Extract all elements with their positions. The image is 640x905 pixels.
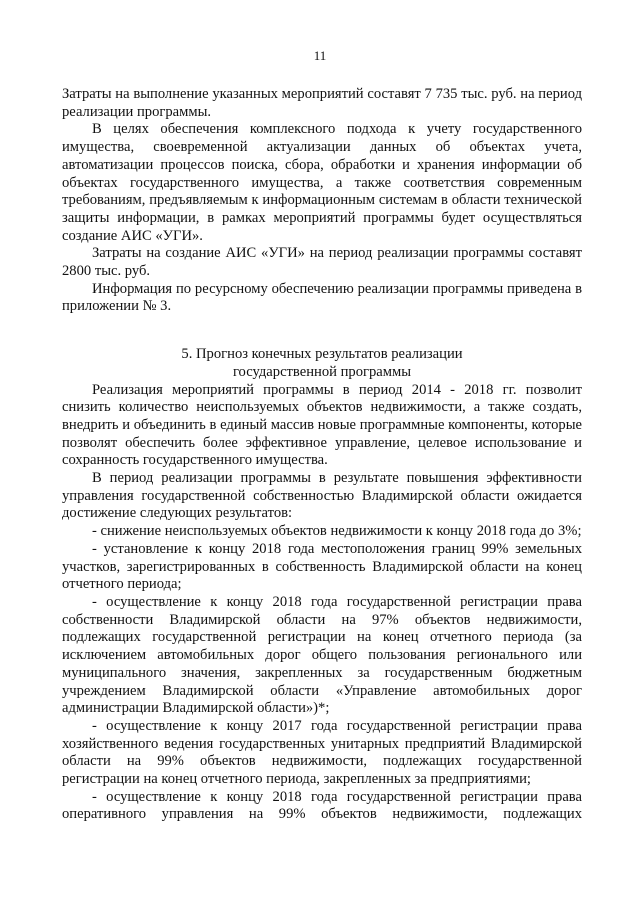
paragraph-implementation: Реализация мероприятий программы в период 2014 - 2018 гг. позволит снизить количество неиспользуемых объектов недвижимости, а также создать, внедрить и объединить в единый массив новые программные компоненты, которые позволят обеспечить более эффективное управление, целевое использование и сохранность государственного имущества. bbox=[62, 381, 582, 469]
paragraph-costs-measures: Затраты на выполнение указанных мероприятий составят 7 735 тыс. руб. на период реализации программы. bbox=[62, 86, 582, 120]
document-body bbox=[62, 86, 582, 824]
result-item-economic-management: - осуществление к концу 2017 года государственной регистрации права хозяйственного ведения государственных унитарных предприятий Владимирской области на 99% объектов недвижимости, подлежащих государственной регистрации на конец отчетного периода, закрепленных за предприятиями; bbox=[62, 717, 582, 788]
result-item-operational-management: - осуществление к концу 2018 года государственной регистрации права оперативного управления на 99% объектов недвижимости, подлежащих bbox=[62, 788, 582, 823]
section-heading-line-2: государственной программы bbox=[232, 363, 412, 380]
paragraph-expected-results: В период реализации программы в результате повышения эффективности управления государственной собственностью Владимирской области ожидается достижение следующих результатов: bbox=[62, 470, 582, 522]
paragraph-resource-info: Информация по ресурсному обеспечению реализации программы приведена в приложении № 3. bbox=[62, 280, 582, 315]
paragraph-ais-ugi-costs: Затраты на создание АИС «УГИ» на период реализации программы составят 2800 тыс. руб. bbox=[62, 245, 582, 280]
paragraph-ais-ugi-goals: В целях обеспечения комплексного подхода к учету государственного имущества, своевременной актуализации данных об объектах учета, автоматизации процессов поиска, сбора, обработки и хранения информации об объектах государственного имущества, а также соответствия современным требованиям, предъявляемым к информационным системам в области технической защиты информации, в рамках мероприятий программы будет осуществляться создание АИС «УГИ». bbox=[62, 121, 582, 244]
result-item-unused-objects: - снижение неиспользуемых объектов недвижимости к концу 2018 года до 3%; bbox=[92, 523, 582, 540]
section-heading-line-1: 5. Прогноз конечных результатов реализации bbox=[181, 346, 463, 363]
result-item-ownership-registration: - осуществление к концу 2018 года государственной регистрации права собственности Владимирской области на 97% объектов недвижимости, подлежащих государственной регистрации на конец отчетного периода (за исключением автомобильных дорог общего пользования регионального или муниципального значения, закрепленных за государственным бюджетным учреждением Владимирской области «Управление автомобильных дорог администрации Владимирской области»)*; bbox=[62, 593, 582, 717]
section-heading bbox=[62, 346, 582, 381]
result-item-land-boundaries: - установление к концу 2018 года местоположения границ 99% земельных участков, зарегистрированных в собственность Владимирской области на конец отчетного периода; bbox=[62, 540, 582, 593]
page-number: 11 bbox=[313, 48, 327, 63]
